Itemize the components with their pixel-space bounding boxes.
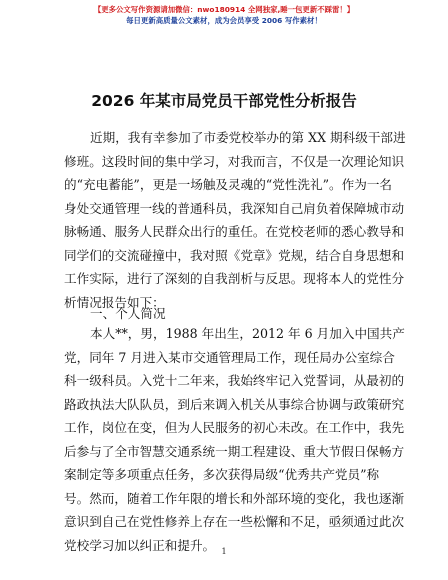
page-number: 1: [221, 547, 227, 556]
profile-line: 本人**，男，1988 年出生，2012 年 6 月加入中国共产: [90, 326, 405, 341]
intro-line: 近期，我有幸参加了市委党校举办的第 XX 期科级干部进: [90, 130, 406, 145]
profile-line: 后参与了全市智慧交通系统一期工程建设、重大节假日保畅方: [64, 443, 405, 459]
profile-line: 意识到自己在党性修养上存在一些松懈和不足，亟须通过此次: [64, 514, 405, 529]
intro-line: 身处交通管理一线的普通科员，我深知自己肩负着保障城市动: [64, 200, 405, 216]
intro-paragraph: [64, 126, 406, 314]
promo-banner-line-2: 每日更新高质量公文素材，成为会员享受 2006 写作素材！: [126, 16, 322, 25]
profile-line: 党，同年 7 月进入某市交通管理局工作，现任局办公室综合: [64, 349, 395, 365]
profile-line: 党校学习加以纠正和提升。: [64, 537, 216, 553]
profile-line: 号。然而，随着工作年限的增长和外部环境的变化，我也逐渐: [64, 490, 405, 506]
intro-line: 脉畅通、服务人民群众出行的重任。在党校老师的悉心教导和: [64, 224, 405, 239]
profile-line: 案制定等多项重点任务，多次获得局级“优秀共产党员”称: [64, 467, 380, 482]
profile-line: 科一级科员。入党十二年来，我始终牢记入党誓词，从最初的: [64, 373, 405, 388]
intro-line: 同学们的交流碰撞中，我对照《党章》党规，结合自身思想和: [64, 247, 405, 263]
profile-line: 路政执法大队队员，到后来调入机关从事综合协调与政策研究: [64, 396, 405, 412]
intro-line: 析情况报告如下：: [64, 294, 165, 310]
personal-profile-paragraph: [64, 322, 405, 557]
intro-line: 工作实际，进行了深刻的自我剖析与反思。现将本人的党性分: [64, 271, 405, 286]
document-title: 2026 年某市局党员干部党性分析报告: [91, 92, 357, 110]
promo-banner-line-1: 【更多公文写作资源请加微信：nwo180914 全网独家,睡一包更新不踩雷！】: [93, 5, 355, 14]
promo-banner: [0, 4, 448, 26]
profile-line: 工作，岗位在变，但为人民服务的初心未改。在工作中，我先: [64, 420, 405, 435]
intro-line: 的“充电蓄能”，更是一场触及灵魂的“党性洗礼”。作为一名: [64, 177, 393, 192]
intro-line: 修班。这段时间的集中学习，对我而言，不仅是一次理论知识: [64, 153, 405, 169]
section-heading-personal-profile: 一、个人简况: [90, 306, 166, 321]
